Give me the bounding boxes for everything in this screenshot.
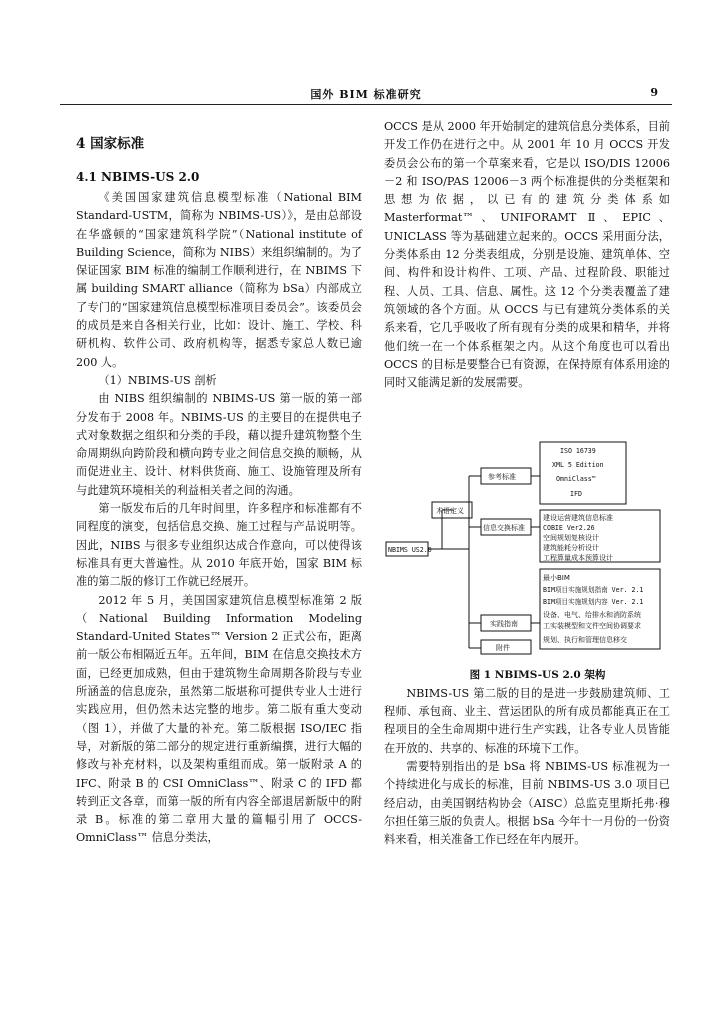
page-number: 9	[650, 86, 658, 99]
paragraph-intro: 《美国国家建筑信息模型标准（National BIM Standard-USTM，简称为 NBIMS-US）》，是由总部设在华盛顿的“国家建筑科学院”（National institute of Building Science，简称为 NIBS）来组织编制的。为了保证国家 BIM 标准的编制工作顺利进行，在 NBIMS 下属 building SMART alliance（简称为 bSa）内部成立了专门的“国家建筑信息模型标准项目委员会”。该委员会的成员是来自各相关行业，比如：设计、施工、学校、科研机构、软件公司、政府机构等，据悉专家总人数已逾 200 人。	[76, 191, 362, 369]
paragraph-first-edition: 由 NIBS 组织编制的 NBIMS-US 第一版的第一部分发布于 2008 年。NBIMS-US 的主要目的在提供电子式对象数据之组织和分类的手段，藉以提升建筑物整个生命周期纵向跨阶段和横向跨专业之间信息交换的顺畅，从而促进业主、设计、材料供货商、施工、设施管理及所有与此建筑环境相关的利益相关者之间的沟通。	[76, 392, 362, 497]
root-label: NBIMS US2.0	[388, 546, 432, 555]
practice-item: BIM项目实施规划内容 Ver. 2.1	[543, 598, 644, 607]
ref-item: XML 5 Edition	[552, 461, 604, 470]
exchange-label: 信息交换标准	[483, 524, 525, 533]
architecture-diagram	[384, 438, 670, 666]
practice-item: BIM项目实施规划指南 Ver. 2.1	[543, 586, 644, 595]
section-title: 4 国家标准	[76, 136, 145, 152]
paragraph-purpose: NBIMS-US 第二版的目的是进一步鼓励建筑师、工程师、承包商、业主、营运团队的所有成员都能真正在工程项目的全生命周期中进行生产实践，让各专业人员皆能在开放的、共享的、标准的环境下工作。	[384, 686, 670, 755]
term-label: 术语定义	[436, 507, 464, 516]
subsection-title: 4.1 NBIMS-US 2.0	[76, 170, 200, 184]
practice-item: 设备、电气、给排水和消防系统	[543, 611, 641, 620]
paragraph-evolution: 需要特别指出的是 bSa 将 NBIMS-US 标准视为一个持续进化与成长的标准，目前 NBIMS-US 3.0 项目已经启动，由美国钢结构协会（AISC）总监克里斯托弗·穆尔担任第三版的负责人。根据 bSa 今年十一月份的一份资料来看，相关准备工作已经在年内展开。	[384, 759, 670, 847]
practice-item: 规划、执行和管理信息移交	[543, 636, 627, 645]
ref-item: IFD	[570, 490, 582, 499]
ref-label: 参考标准	[488, 473, 516, 482]
running-header	[60, 86, 672, 105]
paragraph-occs: OCCS 是从 2000 年开始制定的建筑信息分类体系，目前开发工作仍在进行之中。从 2001 年 10 月 OCCS 开发委员会公布的第一个草案来看，它是以 ISO/DIS 12006－2 和 ISO/PAS 12006－3 两个标准提供的分类框架和思想为依据，以已有的建筑分类体系如 Masterformat™、UNIFORAMT Ⅱ、EPIC、UNICLASS 等为基础建立起来的。OCCS 采用面分法，分类体系由 12 分类表组成，分别是设施、建筑单体、空间、构件和设计构件、工项、产品、过程阶段、职能过程、人员、工具、信息、属性。这 12 个分类表覆盖了建筑领域的各个方面。从 OCCS 与已有建筑分类体系的关系来看，它几乎吸收了所有现有分类的成果和精华，并将他们统一在一个体系框架之内。从这个角度也可以看出 OCCS 的目标是要整合已有资源，在保持原有体系用途的同时又能满足新的发展需要。	[384, 120, 670, 390]
paragraph-revision: 第一版发布后的几年时间里，许多程序和标准都有不同程度的演变，包括信息交换、施工过程与产品说明等。因此，NIBS 与很多专业组织达成合作意向，可以使得该标准具有更大普遍性。从 2010 年底开始，国家 BIM 标准的第二版的修订工作就已经展开。	[76, 502, 362, 589]
practice-item: 最小BIM	[543, 574, 570, 583]
practice-item: 工实装模型和文件空间协调要求	[543, 622, 641, 631]
ref-item: OmniClass™	[556, 475, 596, 484]
appendix-label: 附件	[496, 644, 510, 653]
practice-label: 实践指南	[490, 620, 518, 629]
exchange-item: 工程算量成本预算设计	[543, 554, 613, 563]
exchange-item: 空间规划复核设计	[543, 534, 599, 543]
paragraph-analysis-heading: （1）NBIMS-US 剖析	[98, 373, 217, 387]
exchange-item: COBIE Ver2.26	[543, 524, 595, 533]
header-title: 国外 BIM 标准研究	[310, 88, 422, 101]
exchange-item: 建筑能耗分析设计	[543, 544, 599, 553]
left-column	[76, 118, 362, 848]
ref-item: ISO 16739	[560, 447, 596, 456]
figure-caption: 图 1 NBIMS-US 2.0 架构	[469, 669, 606, 682]
right-column	[384, 118, 670, 849]
paragraph-second-edition: 2012 年 5 月，美国国家建筑信息模型标准第 2 版（National Building Information Modeling Standard-United States™ Version 2 正式公布，距离前一版公布相隔近五年。五年间，BIM 在信息交换技术方面，已经更加成熟，但由于建筑物生命周期各阶段与专业所涵盖的信息庞杂，虽然第二版堪称可提供专业人士进行实践应用，但仍然未达完整的地步。第二版有重大变动（图 1），并做了大量的补充。第二版根据 ISO/IEC 指导，对新版的第二部分的规定进行重新编撰，进行大幅的修改与补充材料，以及架构重组而成。第一版附录 A 的 IFC、附录 B 的 CSI OmniClass™、附录 C 的 IFD 都转到正文各章，而第一版的所有内容全部退居新版中的附录 B。标准的第二章用大量的篇幅引用了 OCCS-OmniClass™ 信息分类法，	[76, 593, 362, 845]
exchange-item: 建设运营建筑信息标准	[543, 514, 613, 523]
figure-architecture	[384, 438, 670, 666]
